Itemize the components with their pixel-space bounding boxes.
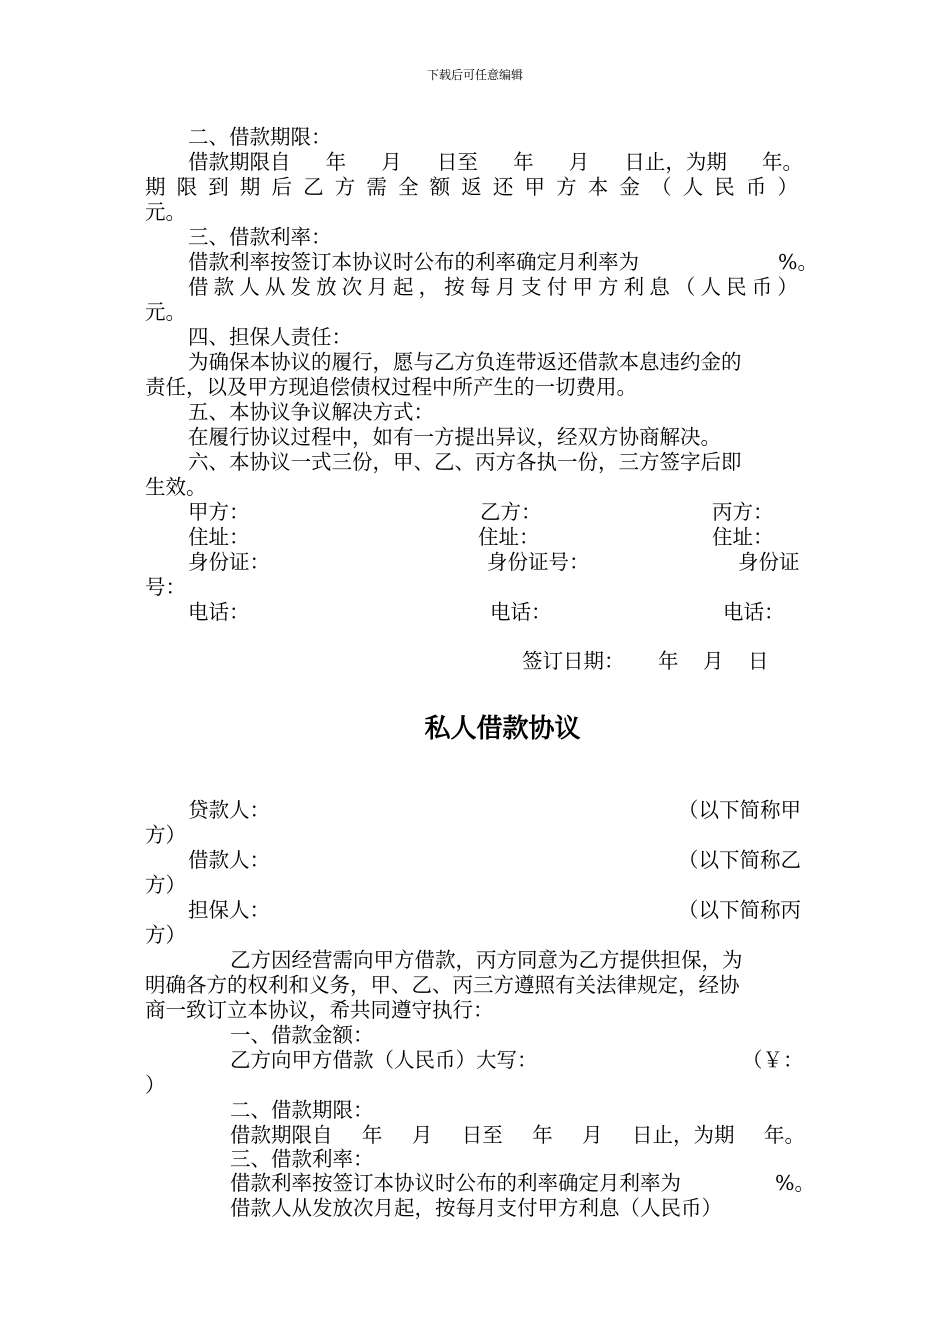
p2-rate-heading: 三、借款利率： <box>230 1147 374 1171</box>
party-b-address: 住址： <box>478 525 540 549</box>
copies-line-1: 六、本协议一式三份，甲、乙、丙方各执一份，三方签字后即 <box>188 450 742 474</box>
p2-term-heading: 二、借款期限： <box>230 1098 374 1122</box>
signing-date-label: 签订日期： <box>522 649 625 673</box>
guarantor-note-cont: 方） <box>145 923 186 947</box>
party-a-label: 甲方： <box>188 500 250 524</box>
p2-term-line: 借款期限自 年 月 日至 年 月 日止，为期 年。 <box>230 1123 805 1147</box>
signing-year: 年 <box>658 649 679 673</box>
guarantor-note: （以下简称丙 <box>678 898 801 922</box>
term-line-2: 期 限 到 期 后 乙 方 需 全 额 返 还 甲 方 本 金 （ 人 民 币 ） <box>145 175 798 199</box>
guarantor-line-2: 责任，以及甲方现追偿债权过程中所产生的一切费用。 <box>145 375 637 399</box>
signing-day: 日 <box>748 649 769 673</box>
guarantor-heading: 四、担保人责任： <box>188 325 352 349</box>
party-c-label: 丙方： <box>712 500 774 524</box>
party-c-address: 住址： <box>712 525 774 549</box>
party-b-id: 身份证号： <box>487 550 590 574</box>
copies-line-2: 生效。 <box>145 475 207 499</box>
guarantor-label: 担保人： <box>188 898 270 922</box>
rate-line-3: 元。 <box>145 300 186 324</box>
page-header: 下载后可任意编辑 <box>426 68 523 82</box>
guarantor-line-1: 为确保本协议的履行，愿与乙方负连带返还借款本息违约金的 <box>188 350 742 374</box>
amount-line: 乙方向甲方借款（人民币）大写： <box>230 1048 538 1072</box>
p2-rate-percent: %。 <box>775 1171 815 1195</box>
dispute-line: 在履行协议过程中，如有一方提出异议，经双方协商解决。 <box>188 425 721 449</box>
party-a-address: 住址： <box>188 525 250 549</box>
rate-heading: 三、借款利率： <box>188 225 332 249</box>
party-a-phone: 电话： <box>188 600 250 624</box>
borrower-note-cont: 方） <box>145 873 186 897</box>
lender-label: 贷款人： <box>188 798 270 822</box>
borrower-label: 借款人： <box>188 848 270 872</box>
document-title: 私人借款协议 <box>424 714 581 744</box>
term-line-1: 借款期限自 年 月 日至 年 月 日止，为期 年。 <box>188 150 803 174</box>
party-c-phone: 电话： <box>723 600 785 624</box>
party-c-id-cont: 号： <box>145 575 186 599</box>
amount-heading: 一、借款金额： <box>230 1023 374 1047</box>
signing-month: 月 <box>703 649 724 673</box>
p2-rate-line-1: 借款利率按签订本协议时公布的利率确定月利率为 <box>230 1171 681 1195</box>
rate-line-2: 借 款 人 从 发 放 次 月 起 ， 按 每 月 支 付 甲 方 利 息 （ 人 民 币 ） <box>188 275 798 299</box>
rate-percent: %。 <box>778 250 818 274</box>
term-heading: 二、借款期限： <box>188 125 332 149</box>
intro-line-3: 商一致订立本协议，希共同遵守执行： <box>145 998 494 1022</box>
p2-rate-line-2: 借款人从发放次月起，按每月支付甲方利息（人民币） <box>230 1196 722 1220</box>
party-b-label: 乙方： <box>480 500 542 524</box>
party-a-id: 身份证： <box>188 550 270 574</box>
lender-note-cont: 方） <box>145 823 186 847</box>
lender-note: （以下简称甲 <box>678 798 801 822</box>
amount-yen: （￥： <box>742 1048 804 1072</box>
dispute-heading: 五、本协议争议解决方式： <box>188 400 434 424</box>
term-line-3: 元。 <box>145 200 186 224</box>
intro-line-2: 明确各方的权利和义务，甲、乙、丙三方遵照有关法律规定，经协 <box>145 973 740 997</box>
party-c-id: 身份证 <box>738 550 800 574</box>
borrower-note: （以下简称乙 <box>678 848 801 872</box>
party-b-phone: 电话： <box>490 600 552 624</box>
amount-close: ） <box>145 1073 166 1097</box>
rate-line-1: 借款利率按签订本协议时公布的利率确定月利率为 <box>188 250 639 274</box>
intro-line-1: 乙方因经营需向甲方借款，丙方同意为乙方提供担保，为 <box>230 948 743 972</box>
